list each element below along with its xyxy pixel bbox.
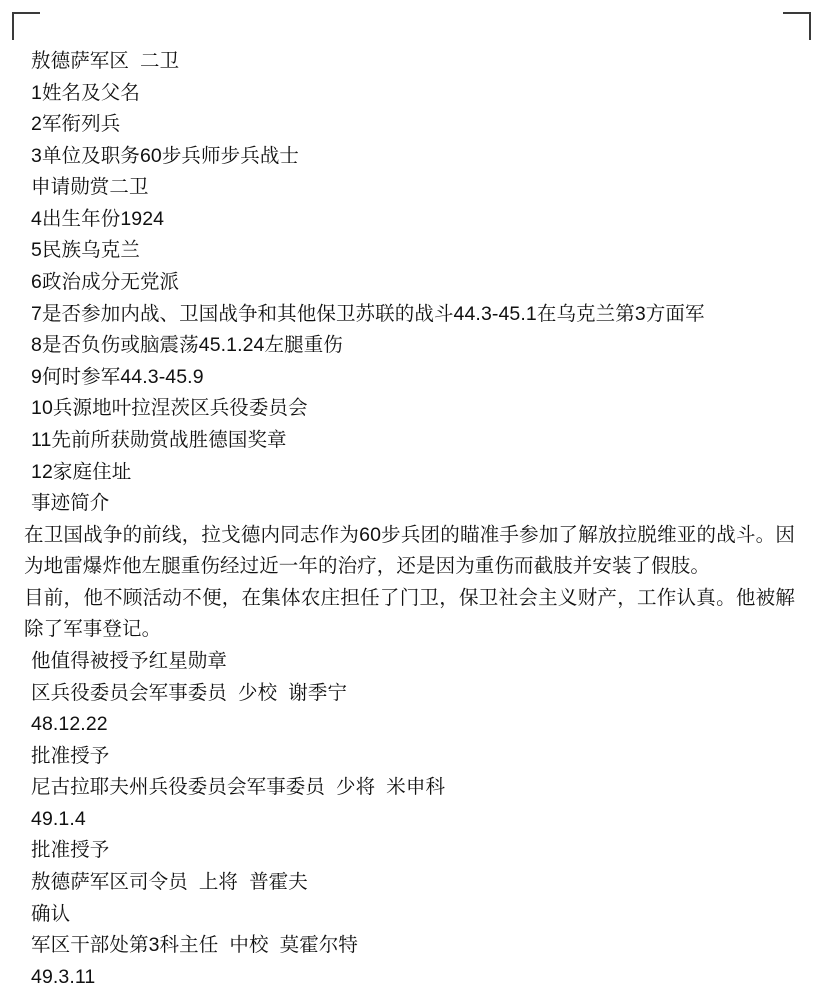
field-4-birth-year: 4出生年份1924 [31,207,165,230]
field-5-nationality: 5民族乌克兰 [31,239,140,262]
field-7-war-participation: 7是否参加内战、卫国战争和其他保卫苏联的战斗44.3-45.1在乌克兰第3方面军 [31,302,705,325]
field-9-service-period: 9何时参军44.3-45.9 [31,365,204,388]
signer-district-commander: 敖德萨军区司令员 上将 普霍夫 [31,871,308,894]
signer-district-commissar: 区兵役委员会军事委员 少校 谢季宁 [31,681,348,704]
date-2: 49.1.4 [31,807,86,830]
field-award-application: 申请勋赏二卫 [31,176,149,199]
field-6-party-affiliation: 6政治成分无党派 [31,271,180,294]
date-3: 49.3.11 [31,965,96,988]
merit-paragraph-1: 在卫国战争的前线，拉戈德内同志作为60步兵团的瞄准手参加了解放拉脱维亚的战斗。因为地雷爆炸他左腿重伤经过近一年的治疗，还是因为重伤而截肢并安装了假肢。 [24,523,795,578]
field-11-previous-awards: 11先前所获勋赏战胜德国奖章 [31,428,287,451]
crop-mark-top-left-icon [12,12,40,40]
approval-2: 批准授予 [31,839,110,862]
confirmation: 确认 [31,902,71,925]
field-10-draft-office: 10兵源地叶拉涅茨区兵役委员会 [31,397,308,420]
approval-1: 批准授予 [31,744,110,767]
signer-oblast-commissar: 尼古拉耶夫州兵役委员会军事委员 少将 米申科 [31,776,446,799]
date-1: 48.12.22 [31,713,108,736]
field-1-name-patronymic: 1姓名及父名 [31,81,140,104]
field-8-wounds: 8是否负伤或脑震荡45.1.24左腿重伤 [31,334,343,357]
signer-cadre-chief: 军区干部处第3科主任 中校 莫霍尔特 [31,934,359,957]
section-merit-summary-title: 事迹简介 [31,492,110,515]
document-body [24,46,795,993]
field-2-rank: 2军衔列兵 [31,113,121,136]
crop-mark-top-right-icon [783,12,811,40]
merit-paragraph-2: 目前，他不顾活动不便，在集体农庄担任了门卫，保卫社会主义财产，工作认真。他被解除了军事登记。 [24,586,795,641]
field-12-home-address: 12家庭住址 [31,460,132,483]
field-3-unit-position: 3单位及职务60步兵师步兵战士 [31,144,300,167]
recommendation-line: 他值得被授予红星勋章 [31,649,228,672]
header-military-district: 敖德萨军区 二卫 [31,50,180,72]
